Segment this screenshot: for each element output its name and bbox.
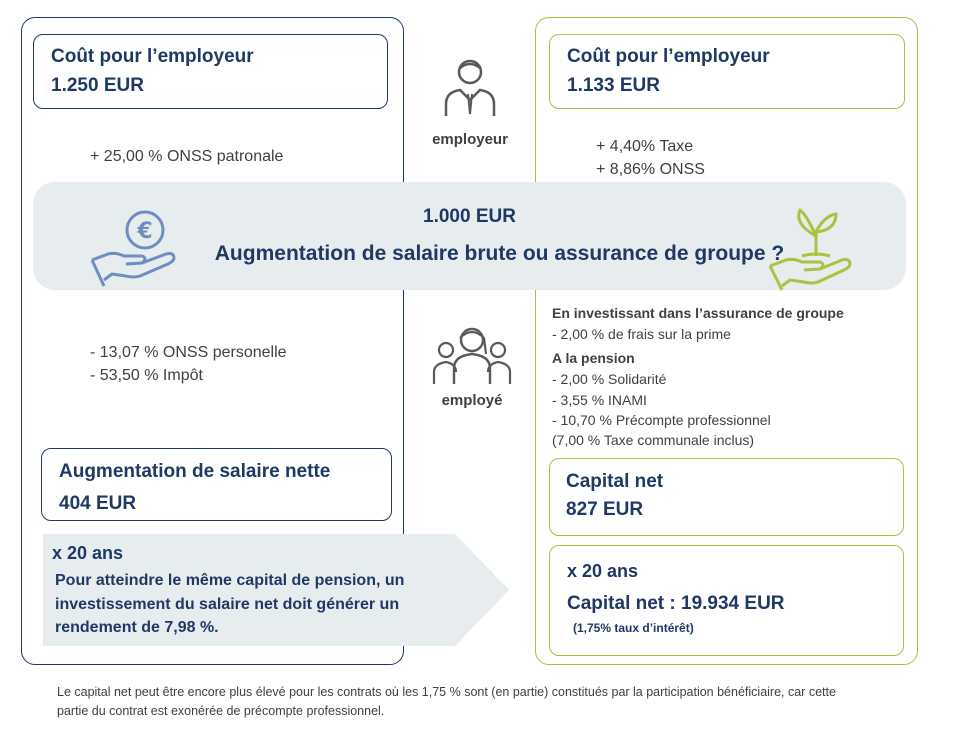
- left-onss-personelle: - 13,07 % ONSS personelle: [90, 344, 287, 361]
- capital-net-box: [549, 458, 904, 536]
- arrow-text-line-3: rendement de 7,98 %.: [55, 619, 219, 636]
- pension-inami: - 3,55 % INAMI: [552, 392, 647, 408]
- capital-total: Capital net : 19.934 EUR: [567, 593, 785, 614]
- employer-icon: [442, 56, 498, 118]
- footnote: [57, 683, 957, 721]
- left-employer-cost-box: [33, 34, 388, 109]
- employee-label: employé: [441, 392, 503, 409]
- pension-solidarite: - 2,00 % Solidarité: [552, 371, 667, 387]
- net-salary-box: [41, 448, 392, 521]
- invest-title: En investissant dans l’assurance de groupe: [552, 305, 844, 321]
- employer-label: employeur: [432, 131, 508, 148]
- hand-plant-icon: [766, 206, 856, 292]
- employees-icon: [432, 324, 512, 386]
- capital-total-box: [549, 545, 904, 656]
- left-years: x 20 ans: [52, 543, 124, 563]
- right-cost-value: 1.133 EUR: [567, 75, 660, 96]
- right-employer-cost-box: [549, 34, 905, 109]
- net-salary-title: Augmentation de salaire nette: [59, 461, 331, 482]
- pension-taxe-communale: (7,00 % Taxe communale inclus): [552, 432, 755, 448]
- arrow-text-line-2: investissement du salaire net doit générer un: [55, 596, 400, 613]
- capital-net-title: Capital net: [566, 471, 664, 492]
- arrow-text-line-1: Pour atteindre le même capital de pension, un: [55, 572, 405, 589]
- net-salary-value: 404 EUR: [59, 493, 137, 514]
- right-cost-title: Coût pour l’employeur: [567, 46, 770, 67]
- left-impot: - 53,50 % Impôt: [90, 367, 203, 384]
- invest-fee: - 2,00 % de frais sur la prime: [552, 326, 731, 342]
- capital-net-value: 827 EUR: [566, 499, 644, 520]
- svg-text:€: €: [137, 219, 153, 244]
- footnote-line-1: Le capital net peut être encore plus élevé pour les contrats où les 1,75 % sont (en partie) constitués par la participation bénéficiaire, car cette: [57, 685, 836, 699]
- pension-title: A la pension: [552, 350, 635, 366]
- right-taxe: + 4,40% Taxe: [596, 138, 694, 155]
- interest-rate: (1,75% taux d’intérêt): [573, 621, 694, 635]
- left-onss-patronale: + 25,00 % ONSS patronale: [90, 148, 284, 165]
- left-cost-value: 1.250 EUR: [51, 75, 144, 96]
- band-amount: 1.000 EUR: [423, 206, 516, 227]
- pension-precompte: - 10,70 % Précompte professionnel: [552, 412, 771, 428]
- footnote-line-2: partie du contrat est exonérée de précompte professionnel.: [57, 704, 385, 718]
- hand-euro-coin-icon: [90, 208, 180, 292]
- band-question: Augmentation de salaire brute ou assurance de groupe ?: [214, 242, 785, 265]
- left-cost-title: Coût pour l’employeur: [51, 46, 254, 67]
- right-onss: + 8,86% ONSS: [596, 161, 705, 178]
- right-years: x 20 ans: [567, 561, 639, 581]
